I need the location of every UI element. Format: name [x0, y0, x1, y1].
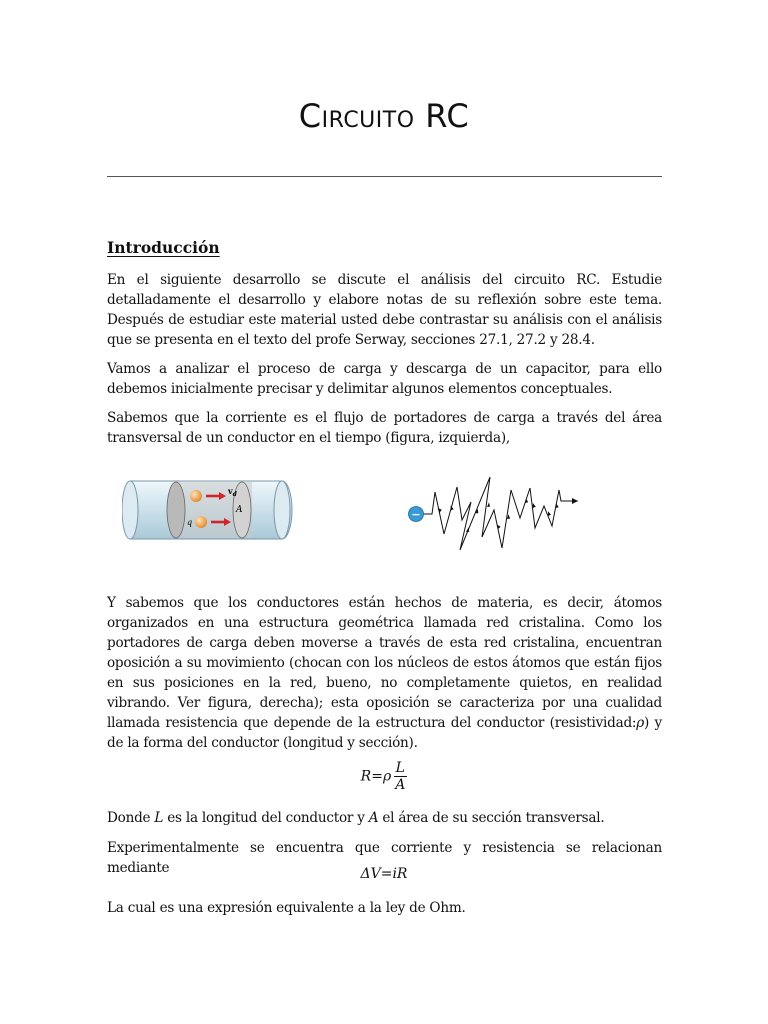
equation-lhs: R=ρ — [360, 768, 392, 785]
paragraph-text: ) y de la forma del conductor (longitud y sección). — [107, 715, 662, 751]
charge-carrier-icon — [190, 490, 202, 502]
electron-charge-label: − — [411, 508, 421, 521]
title-divider — [107, 176, 662, 177]
paragraph-experimental: Experimentalmente se encuentra que corriente y resistencia se relacionan mediante — [107, 840, 662, 876]
paragraph-intro-1: En el siguiente desarrollo se discute el análisis del circuito RC. Estudie detalladamente el desarrollo y elabore notas de su reflexión sobre este tema. Después de estudiar este material usted debe contrastar su análisis con el análisis que se presenta en el texto del profe Serway, secciones 27.1, 27.2 y 28.4. — [107, 272, 662, 348]
label-vd: $v_d$ — [228, 486, 237, 498]
paragraph-ohm-law: La cual es una expresión equivalente a la ley de Ohm. — [107, 900, 466, 916]
rho-symbol: ρ — [636, 715, 644, 731]
direction-arrow-icon — [572, 498, 578, 504]
paragraph-intro-2: Vamos a analizar el proceso de carga y descarga de un capacitor, para ello debemos inicialmente precisar y delimitar algunos elementos conceptuales. — [107, 361, 662, 397]
equation-ohm: ΔV=iR — [360, 866, 408, 882]
charge-carrier-icon — [195, 516, 207, 528]
paragraph-where — [107, 808, 662, 828]
label-q: q — [187, 518, 193, 527]
paragraph-text: es la longitud del conductor y — [163, 810, 369, 826]
paragraph-resistance — [107, 593, 662, 753]
paragraph-intro-3: Sabemos que la corriente es el flujo de portadores de carga a través del área transversal de un conductor en el tiempo (figura, izquierda), — [107, 410, 662, 446]
label-area-A: A — [236, 505, 243, 515]
conductor-cylinder-figure — [122, 476, 294, 544]
section-heading-introduccion: Introducción — [107, 238, 220, 257]
paragraph-text: Y sabemos que los conductores están hechos de materia, es decir, átomos organizados en una estructura geométrica llamada red cristalina. Como los portadores de carga deben moverse a través de esta red cristalina, encuentran oposición a su movimiento (chocan con los núcleos de estos átomos que están fijos en sus posiciones en la red, bueno, no completamente quietos, en realidad vibrando. Ver figura, derecha); esta oposición se caracteriza por una cualidad llamada resistencia que depende de la estructura del conductor (resistividad: — [107, 595, 662, 731]
equation-numerator: L — [395, 760, 405, 776]
var-L: L — [154, 810, 164, 826]
var-A: A — [368, 810, 379, 826]
paragraph-text: el área de su sección transversal. — [378, 810, 605, 826]
equation-denominator: A — [395, 777, 406, 793]
equation-resistance — [0, 760, 768, 793]
electron-path-figure — [404, 472, 586, 556]
paragraph-text: Donde — [107, 810, 155, 826]
page-title: Circuito RC — [298, 97, 470, 135]
